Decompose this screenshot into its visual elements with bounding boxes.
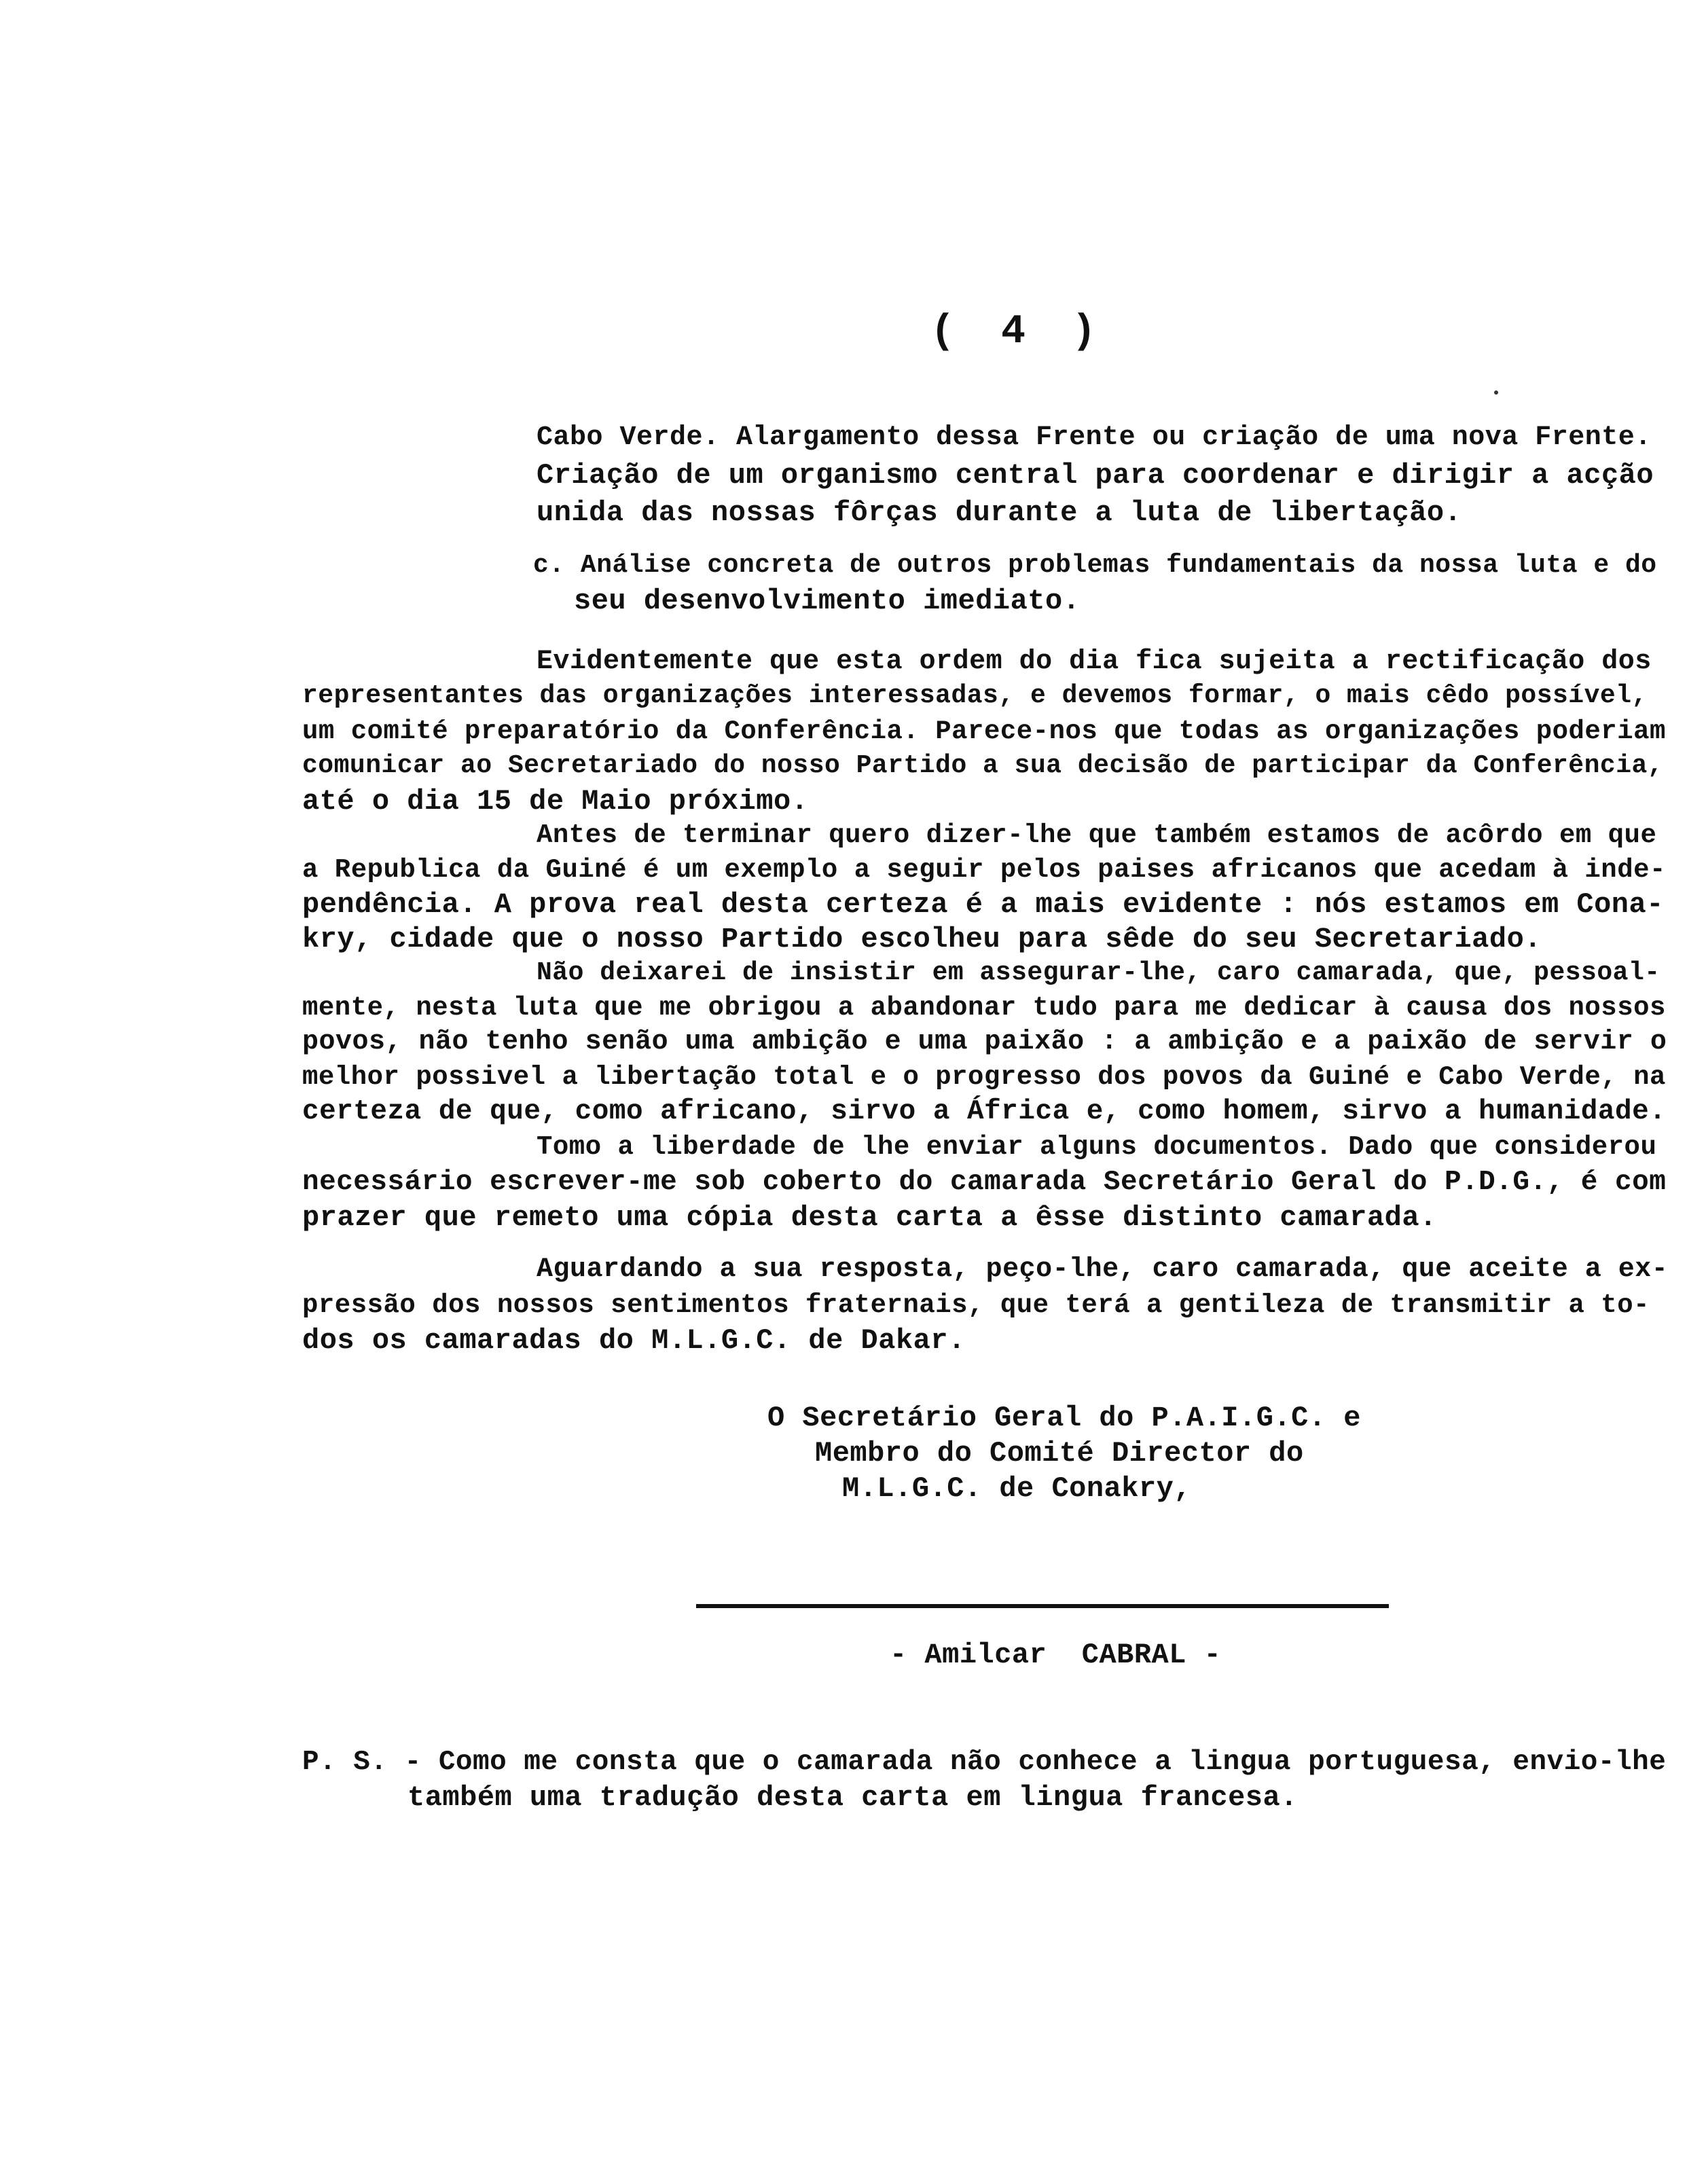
signature-line: Membro do Comité Director do [815, 1437, 1304, 1470]
page-number: ( 4 ) [930, 309, 1108, 355]
postscript-line: P. S. - Como me consta que o camarada não conhece a lingua portuguesa, envio-lhe [302, 1747, 1667, 1778]
item-c-line: seu desenvolvimento imediato. [574, 585, 1081, 617]
paragraph-line: pendência. A prova real desta certeza é a mais evidente : nós estamos em Cona- [302, 888, 1664, 921]
paragraph-line: Tomo a liberdade de lhe enviar alguns documentos. Dado que considerou [537, 1132, 1657, 1162]
paragraph-line: certeza de que, como africano, sirvo a África e, como homem, sirvo a humanidade. [302, 1096, 1667, 1127]
paragraph-line: Evidentemente que esta ordem do dia fica sujeita a rectificação dos [537, 647, 1652, 677]
paragraph-line: a Republica da Guiné é um exemplo a seguir pelos paises africanos que acedam à inde- [302, 855, 1666, 885]
paragraph-line: melhor possivel a libertação total e o progresso dos povos da Guiné e Cabo Verde, na [302, 1062, 1666, 1092]
paragraph-line: representantes das organizações interessadas, e devemos formar, o mais cêdo possível, [302, 681, 1648, 710]
paragraph-line: kry, cidade que o nosso Partido escolheu para sêde do seu Secretariado. [302, 923, 1542, 956]
paragraph-line: prazer que remeto uma cópia desta carta a êsse distinto camarada. [302, 1201, 1437, 1234]
paragraph-line: dos os camaradas do M.L.G.C. de Dakar. [302, 1324, 966, 1357]
paragraph-line: comunicar ao Secretariado do nosso Partido a sua decisão de participar da Conferência, [302, 751, 1664, 780]
paragraph-line: Aguardando a sua resposta, peço-lhe, caro camarada, que aceite a ex- [537, 1254, 1669, 1285]
signature-line: O Secretário Geral do P.A.I.G.C. e [767, 1402, 1361, 1434]
paragraph-line: Não deixarei de insistir em assegurar-lhe, caro camarada, que, pessoal- [537, 958, 1660, 987]
paragraph-line: até o dia 15 de Maio próximo. [302, 785, 809, 818]
stray-ink-dot [1494, 390, 1498, 395]
paragraph-line: um comité preparatório da Conferência. Parece-nos que todas as organizações poderiam [302, 716, 1666, 746]
intro-line: unida das nossas fôrças durante a luta de libertação. [537, 496, 1462, 529]
paragraph-line: povos, não tenho senão uma ambição e uma paixão : a ambição e a paixão de servir o [302, 1027, 1667, 1057]
paragraph-line: necessário escrever-me sob coberto do camarada Secretário Geral do P.D.G., é com [302, 1167, 1667, 1198]
paragraph-line: mente, nesta luta que me obrigou a abandonar tudo para me dedicar à causa dos nossos [302, 993, 1666, 1023]
intro-line: Cabo Verde. Alargamento dessa Frente ou criação de uma nova Frente. [537, 422, 1652, 453]
signatory-name: - Amilcar CABRAL - [890, 1639, 1222, 1671]
paragraph-line: pressão dos nossos sentimentos fraternais, que terá a gentileza de transmitir a to- [302, 1290, 1650, 1320]
signature-rule [696, 1604, 1389, 1608]
signature-line: M.L.G.C. de Conakry, [842, 1472, 1192, 1505]
intro-line: Criação de um organismo central para coordenar e dirigir a acção [537, 459, 1654, 492]
postscript-line: também uma tradução desta carta em lingua francesa. [407, 1781, 1298, 1814]
item-c-line: c. Análise concreta de outros problemas fundamentais da nossa luta e do [533, 551, 1657, 580]
paragraph-line: Antes de terminar quero dizer-lhe que também estamos de acôrdo em que [537, 820, 1657, 850]
